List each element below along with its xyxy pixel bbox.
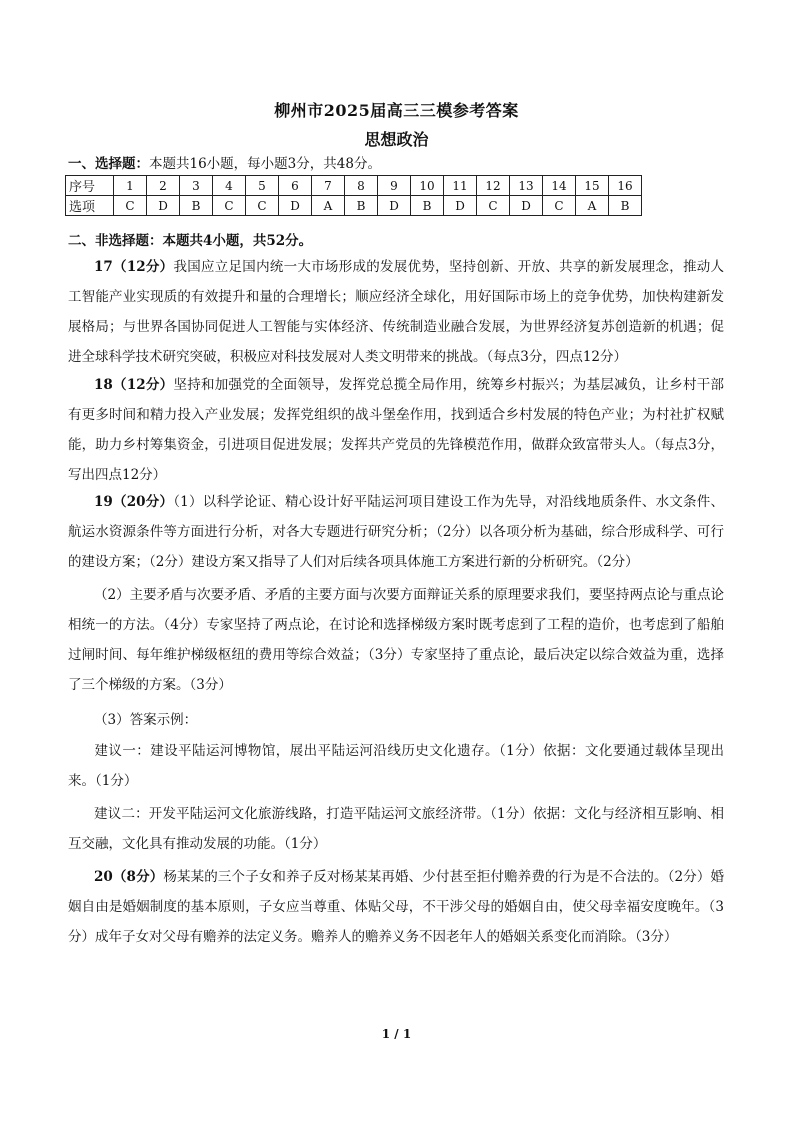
answer-option: B [411, 196, 444, 216]
answer-option: A [576, 196, 609, 216]
question-19-suggestion-2 [68, 799, 724, 859]
page-title: 柳州市2025届高三三模参考答案 [274, 101, 519, 120]
question-17-label: 17（12分） [94, 259, 174, 275]
question-number: 2 [147, 176, 180, 196]
question-number: 1 [114, 176, 147, 196]
answer-option: B [180, 196, 213, 216]
answer-option: C [543, 196, 576, 216]
question-number: 10 [411, 176, 444, 196]
answer-table [65, 175, 642, 216]
question-19-p2-text: （2）主要矛盾与次要矛盾、矛盾的主要方面与次要方面辩证关系的原理要求我们，要坚持两点论与重点论相统一的方法。（4分）专家坚持了两点论，在讨论和选择梯级方案时既考虑到了工程的造价，也考虑到了船舶过闸时间、每年维护梯级枢纽的费用等综合效益；（3分）专家坚持了重点论，最后决定以综合效益为重，选择了三个梯级的方案。（3分） [68, 587, 724, 693]
question-18-label: 18（12分） [94, 377, 174, 393]
answer-option: D [444, 196, 477, 216]
page-number: 1 / 1 [381, 1027, 412, 1041]
question-19-part-1 [68, 487, 724, 577]
answer-option: D [279, 196, 312, 216]
table-row-header: 选项 [66, 196, 114, 216]
table-row-header: 序号 [66, 176, 114, 196]
question-number: 9 [378, 176, 411, 196]
question-number: 14 [543, 176, 576, 196]
answer-option: C [114, 196, 147, 216]
question-number: 4 [213, 176, 246, 196]
question-number: 7 [312, 176, 345, 196]
question-19-label: 19（20分） [94, 494, 174, 510]
suggestion-2-text: 建议二：开发平陆运河文化旅游线路，打造平陆运河文旅经济带。（1分）依据：文化与经济相互影响、相互交融，文化具有推动发展的功能。（1分） [68, 806, 724, 852]
question-number: 3 [180, 176, 213, 196]
answer-option: B [609, 196, 642, 216]
answer-option: D [147, 196, 180, 216]
answer-option: A [312, 196, 345, 216]
answer-option: B [345, 196, 378, 216]
question-18-answer [68, 370, 724, 490]
watermark [235, 528, 255, 579]
answer-option: C [246, 196, 279, 216]
answer-option: D [510, 196, 543, 216]
question-19-part-2 [68, 580, 724, 700]
question-19-p1-text: （1）以科学论证、精心设计好平陆运河项目建设工作为先导，对沿线地质条件、水文条件、航运水资源条件等方面进行分析，对各大专题进行研究分析；（2分）以各项分析为基础，综合形成科学、可行的建设方案；（2分）建设方案又指导了人们对后续各项具体施工方案进行新的分析研究。（2分） [68, 494, 724, 570]
answer-table-answer-row [66, 196, 642, 216]
question-17-answer [68, 252, 724, 372]
question-19-part-3 [68, 705, 724, 735]
answer-option: D [378, 196, 411, 216]
question-number: 5 [246, 176, 279, 196]
question-20-label: 20（8分） [94, 869, 164, 885]
question-number: 6 [279, 176, 312, 196]
question-20-answer [68, 862, 724, 952]
question-number: 11 [444, 176, 477, 196]
question-number: 13 [510, 176, 543, 196]
question-19-suggestion-1 [68, 736, 724, 796]
question-18-text: 坚持和加强党的全面领导，发挥党总揽全局作用，统筹乡村振兴；为基层减负，让乡村干部有更多时间和精力投入产业发展；发挥党组织的战斗堡垒作用，找到适合乡村发展的特色产业；为村社扩权赋能，助力乡村筹集资金，引进项目促进发展；发挥共产党员的先锋模范作用，做群众致富带头人。（每点3分，写出四点12分） [68, 377, 725, 483]
question-number: 15 [576, 176, 609, 196]
section-1-desc: 本题共16小题，每小题3分，共48分。 [149, 156, 381, 172]
suggestion-1-text: 建议一：建设平陆运河博物馆，展出平陆运河沿线历史文化遗存。（1分）依据：文化要通过载体呈现出来。（1分） [68, 743, 724, 789]
section-2-heading [68, 229, 312, 249]
answer-table-number-row [66, 176, 642, 196]
question-17-text: 我国应立足国内统一大市场形成的发展优势，坚持创新、开放、共享的新发展理念，推动人工智能产业实现质的有效提升和量的合理增长；顺应经济全球化，用好国际市场上的竞争优势，加快构建新发展格局；与世界各国协同促进人工智能与实体经济、传统制造业融合发展，为世界经济复苏创造新的机遇；促进全球科学技术研究突破，积极应对科技发展对人类文明带来的挑战。（每点3分，四点12分） [68, 259, 725, 365]
question-19-p3-text: （3）答案示例： [94, 712, 198, 728]
section-1-heading [68, 152, 381, 172]
answer-option: C [213, 196, 246, 216]
answer-option: C [477, 196, 510, 216]
question-20-text: 杨某某的三个子女和养子反对杨某某再婚、少付甚至拒付赡养费的行为是不合法的。（2分）婚姻自由是婚姻制度的基本原则，子女应当尊重、体贴父母，不干涉父母的婚姻自由，使父母幸福安度晚年。（3分）成年子女对父母有赡养的法定义务。赡养人的赡养义务不因老年人的婚姻关系变化而消除。（3分） [68, 869, 725, 945]
question-number: 12 [477, 176, 510, 196]
section-1-label: 一、选择题： [68, 156, 149, 172]
question-number: 8 [345, 176, 378, 196]
section-2-label: 二、非选择题：本题共4小题，共52分。 [68, 233, 313, 249]
page-subtitle: 思想政治 [364, 130, 429, 149]
question-number: 16 [609, 176, 642, 196]
